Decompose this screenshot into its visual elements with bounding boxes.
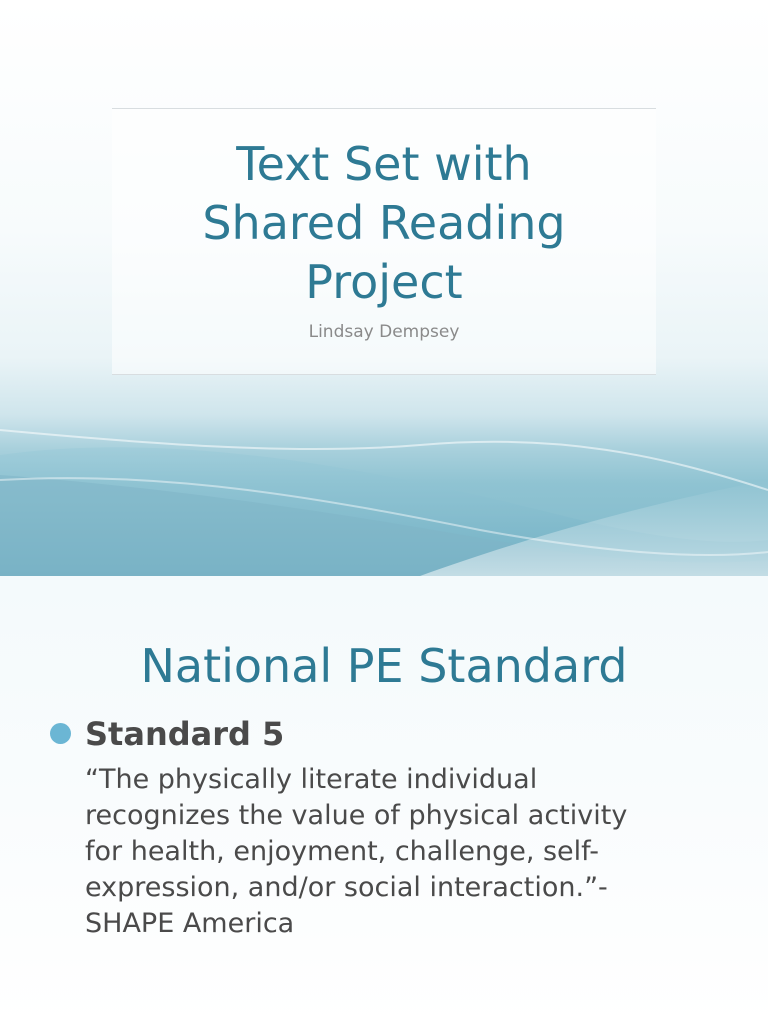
- slide-title: National PE Standard: [140, 639, 628, 693]
- content-slide: [0, 576, 768, 1024]
- bullet-body: “The physically literate individual recognizes the value of physical activity for health, enjoyment, challenge, self- expression, and/or social interaction.”- SHAPE America: [85, 764, 628, 939]
- bullet-heading: Standard 5: [85, 715, 285, 753]
- bullet-icon: [50, 723, 71, 744]
- presentation-title: Text Set with Shared Reading Project: [202, 137, 566, 309]
- title-placeholder: [112, 108, 656, 375]
- cropped-text-line: [85, 1018, 645, 1024]
- presentation-author: Lindsay Dempsey: [308, 322, 460, 342]
